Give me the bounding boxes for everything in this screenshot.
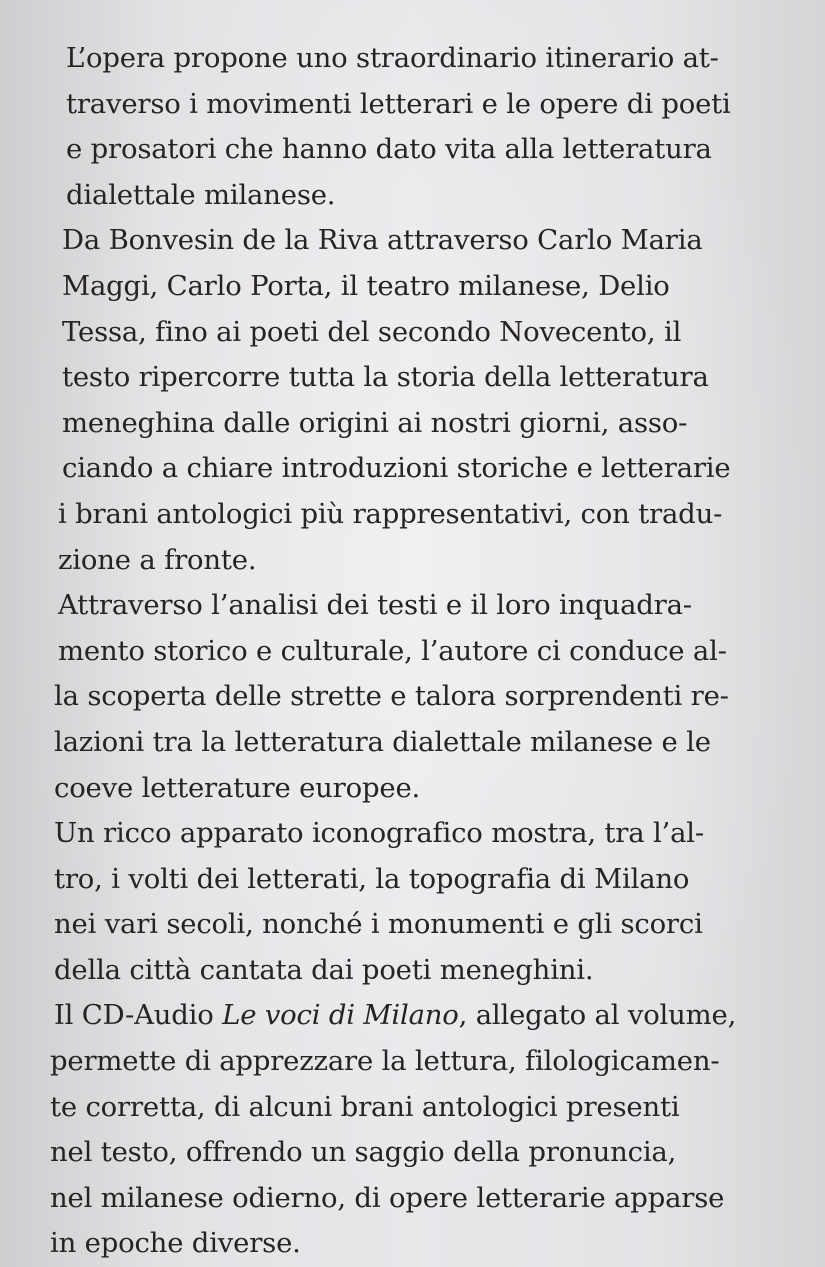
text-line: i brani antologici più rappresentativi, con tradu- <box>58 497 723 530</box>
blurb-text <box>50 36 780 1267</box>
text-line: nel testo, offrendo un saggio della pronuncia, <box>50 1136 677 1169</box>
text-line: permette di apprezzare la lettura, filologicamen- <box>50 1045 720 1078</box>
text-line: Tessa, fino ai poeti del secondo Novecento, il <box>62 315 682 348</box>
text-line: e prosatori che hanno dato vita alla letteratura <box>66 133 712 166</box>
text-line: traverso i movimenti letterari e le opere di poeti <box>66 87 731 120</box>
cd-title: Le voci di Milano <box>222 999 459 1032</box>
text-line: testo ripercorre tutta la storia della letteratura <box>62 361 709 394</box>
text-line: mento storico e culturale, l’autore ci conduce al- <box>58 634 727 667</box>
text-fragment: , allegato al volume, <box>458 999 737 1032</box>
text-line: della città cantata dai poeti meneghini. <box>54 953 594 986</box>
text-line: meneghina dalle origini ai nostri giorni, asso- <box>62 406 688 439</box>
text-line: lazioni tra la letteratura dialettale milanese e le <box>54 725 711 758</box>
text-line: Un ricco apparato iconografico mostra, tra l’al- <box>54 817 704 850</box>
text-fragment: Il CD-Audio <box>54 999 223 1032</box>
text-line: nei vari secoli, nonché i monumenti e gli scorci <box>54 908 703 941</box>
text-line: la scoperta delle strette e talora sorprendenti re- <box>54 680 729 713</box>
text-line: nel milanese odierno, di opere letterarie apparse <box>50 1181 725 1214</box>
text-line: te corretta, di alcuni brani antologici presenti <box>50 1090 680 1123</box>
text-line: tro, i volti dei letterati, la topografia di Milano <box>54 862 690 895</box>
text-line: zione a fronte. <box>58 543 257 576</box>
text-line <box>50 993 780 1039</box>
text-line: Da Bonvesin de la Riva attraverso Carlo Maria <box>62 224 703 257</box>
text-line: Attraverso l’analisi dei testi e il loro inquadra- <box>58 589 692 622</box>
text-line: coeve letterature europee. <box>54 771 421 804</box>
text-line: in epoche diverse. <box>50 1227 301 1260</box>
text-line: ciando a chiare introduzioni storiche e letterarie <box>62 452 731 485</box>
text-line: L’opera propone uno straordinario itinerario at- <box>66 42 719 74</box>
text-line: dialettale milanese. <box>66 178 336 211</box>
text-line: Maggi, Carlo Porta, il teatro milanese, Delio <box>62 269 670 302</box>
